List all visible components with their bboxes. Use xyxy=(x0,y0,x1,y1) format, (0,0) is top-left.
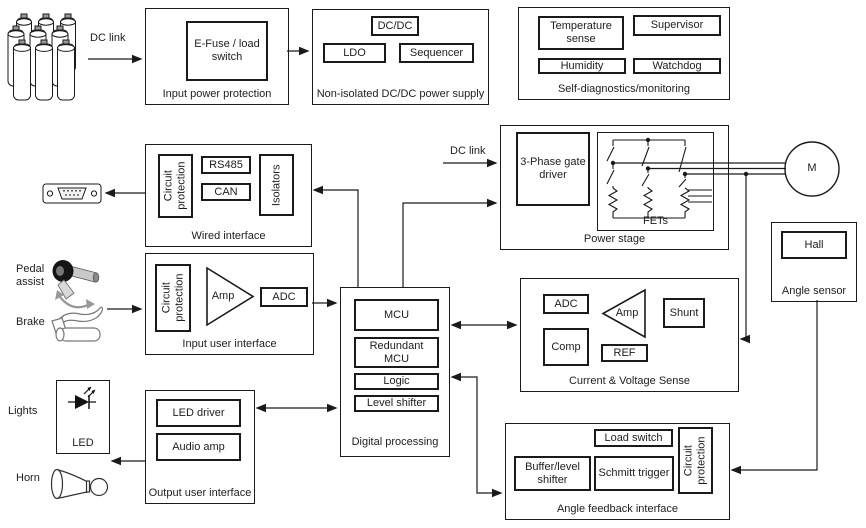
efuse-load-switch-box: E-Fuse / load switch xyxy=(186,21,268,81)
wired-interface-label: Wired interface xyxy=(191,230,266,242)
gate-driver-box: 3-Phase gate driver xyxy=(516,132,590,206)
level-shifter-box: Level shifter xyxy=(354,395,439,412)
led-label: LED xyxy=(72,437,94,449)
angle-sensor-label: Angle sensor xyxy=(781,285,847,297)
block-current-voltage-sense xyxy=(520,278,739,392)
schmitt-trigger-box: Schmitt trigger xyxy=(594,456,674,491)
dc-link-label-battery: DC link xyxy=(90,32,126,44)
digital-processing-label: Digital processing xyxy=(351,436,439,448)
dcdc-supply-label: Non-isolated DC/DC power supply xyxy=(316,88,485,100)
amp-label-input-ui: Amp xyxy=(211,290,235,302)
power-stage-label: Power stage xyxy=(583,233,646,245)
connector-phase-to-current-sense xyxy=(741,174,746,339)
circuit-protection-box-input-ui: Circuit protection xyxy=(155,264,191,332)
connector-digital-angle-feedback xyxy=(452,377,501,493)
watchdog-box: Watchdog xyxy=(633,58,721,74)
input-user-interface-label: Input user interface xyxy=(182,338,277,350)
shunt-box: Shunt xyxy=(663,298,705,328)
fets-box xyxy=(597,132,714,231)
mcu-box: MCU xyxy=(354,299,439,331)
supervisor-box: Supervisor xyxy=(633,15,721,36)
sequencer-box: Sequencer xyxy=(399,43,474,63)
self-diagnostics-label: Self-diagnostics/monitoring xyxy=(557,83,691,95)
logic-box: Logic xyxy=(354,373,439,390)
ldo-box: LDO xyxy=(323,43,386,63)
buffer-level-shifter-box: Buffer/level shifter xyxy=(514,456,591,491)
block-digital-processing xyxy=(340,287,450,457)
isolators-box: Isolators xyxy=(259,154,294,216)
horn-icon xyxy=(52,470,108,499)
block-output-user-interface xyxy=(145,390,255,504)
block-angle-sensor xyxy=(771,222,857,302)
hall-box: Hall xyxy=(781,231,847,259)
motor-label: M xyxy=(807,162,817,174)
circuit-protection-box-wired: Circuit protection xyxy=(158,154,193,218)
input-power-protection-label: Input power protection xyxy=(162,88,272,100)
adc-box-input-ui: ADC xyxy=(260,287,308,307)
connector-digital-to-power-stage xyxy=(403,203,496,288)
fets-label: FETs xyxy=(642,215,669,228)
pedal-assist-label: Pedal assist xyxy=(16,263,45,289)
comp-box: Comp xyxy=(543,328,589,366)
brake-lever-icon xyxy=(52,307,102,341)
block-input-power-protection xyxy=(145,8,289,105)
temperature-sense-box: Temperature sense xyxy=(538,16,624,50)
current-voltage-sense-label: Current & Voltage Sense xyxy=(568,375,691,387)
block-angle-feedback-interface xyxy=(505,423,730,520)
redundant-mcu-box: Redundant MCU xyxy=(354,337,439,368)
battery-pack-icon xyxy=(8,14,76,100)
block-self-diagnostics xyxy=(518,7,730,100)
can-box: CAN xyxy=(201,183,251,201)
adc-box-sense: ADC xyxy=(543,294,589,314)
led-driver-box: LED driver xyxy=(156,399,241,427)
connector-digital-to-wired xyxy=(314,190,358,288)
block-dcdc-supply xyxy=(312,9,489,105)
ref-box: REF xyxy=(601,344,648,362)
dc-link-label-power-stage: DC link xyxy=(450,145,486,157)
lights-label: Lights xyxy=(8,405,38,417)
output-user-interface-label: Output user interface xyxy=(148,487,252,499)
connector-angle-sensor-to-feedback xyxy=(732,300,817,470)
circuit-protection-box-angle: Circuit protection xyxy=(678,427,713,494)
block-wired-interface xyxy=(145,144,312,247)
rs485-box: RS485 xyxy=(201,156,251,174)
load-switch-box: Load switch xyxy=(594,429,673,447)
amp-label-current-sense: Amp xyxy=(615,307,639,319)
brake-label: Brake xyxy=(16,316,45,328)
block-power-stage xyxy=(500,125,729,250)
angle-feedback-interface-label: Angle feedback interface xyxy=(556,503,679,515)
humidity-box: Humidity xyxy=(538,58,626,74)
audio-amp-box: Audio amp xyxy=(156,433,241,461)
db9-connector-icon xyxy=(43,184,101,203)
dcdc-box: DC/DC xyxy=(371,16,419,36)
led-box xyxy=(56,380,110,454)
block-input-user-interface xyxy=(145,253,314,355)
horn-label: Horn xyxy=(16,472,40,484)
pedal-assist-icon xyxy=(53,260,99,309)
